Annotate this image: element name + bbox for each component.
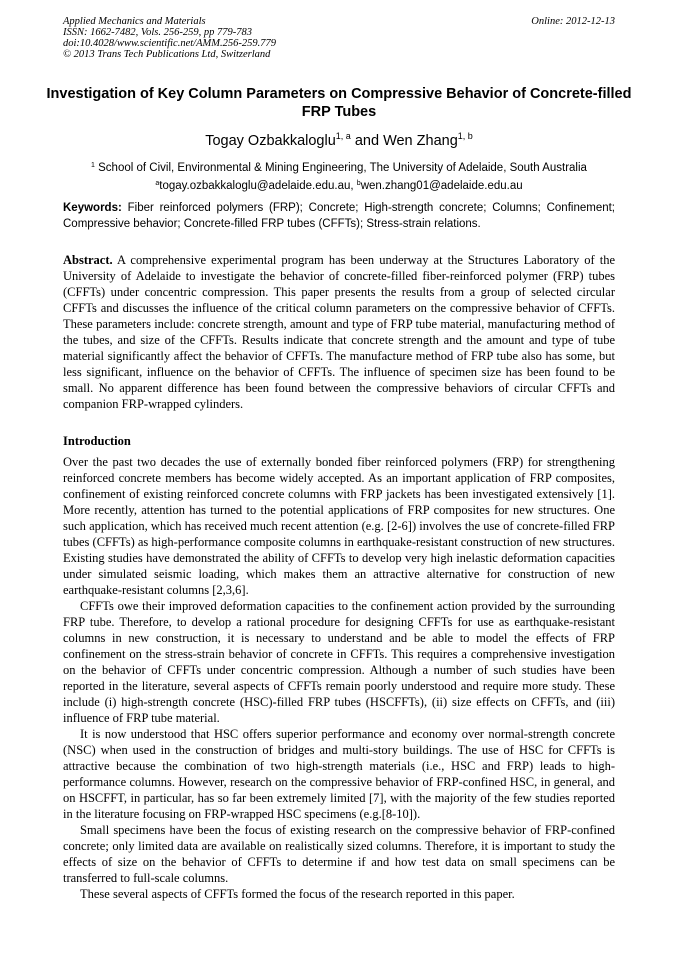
affiliation: [40, 158, 638, 194]
paragraph: It is now understood that HSC offers superior performance and economy over normal-strength concrete (NSC) when used in the construction of bridges and multi-story buildings. The use of HSC for CFFTs is attractive because the combination of two high-strength materials (i.e., HSC and FRP) leads to high-performance columns. However, research on the compressive behavior of FRP-confined HSC, in general, and on HSCFFT, in particular, has so far been extremely limited [7], with the majority of the few studies reported in the literature focusing on FRP-wrapped HSC specimens (e.g.[8-10]).: [63, 727, 615, 821]
email-address: wen.zhang01@adelaide.edu.au: [360, 180, 523, 192]
introduction-body: [63, 454, 615, 902]
keywords-text: Fiber reinforced polymers (FRP); Concrete; High-strength concrete; Columns; Confinement; Compressive behavior; Concrete-filled FRP tubes (CFFTs); Stress-strain relations.: [63, 202, 615, 230]
affiliation-text: School of Civil, Environmental & Mining Engineering, The University of Adelaide, South Australia: [98, 162, 587, 174]
email-line: [40, 176, 638, 194]
paragraph: Small specimens have been the focus of existing research on the compressive behavior of FRP-confined concrete; only limited data are available on realistically sized columns. Therefore, it is important to study the effects of size on the behavior of CFFTs to determine if and how test data on small specimens can be transferred to full-scale columns.: [63, 823, 615, 885]
email-address: togay.ozbakkaloglu@adelaide.edu.au,: [159, 180, 354, 192]
author-name: Wen Zhang: [383, 133, 458, 149]
author-conjunction: and: [354, 133, 380, 149]
abstract-label: Abstract.: [63, 253, 113, 267]
author-superscript: 1, b: [457, 131, 473, 141]
paragraph: Over the past two decades the use of externally bonded fiber reinforced polymers (FRP) for strengthening reinforced concrete members has become widely accepted. As an important application of FRP composites, confinement of existing reinforced concrete columns with FRP jackets has been investigated extensively [1]. More recently, attention has turned to the potential applications of FRP composites for new structures. One such application, which has received much recent attention (e.g. [2-6]) involves the use of concrete-filled FRP tubes (CFFTs) as high-performance composite columns in earthquake-resistant construction of new structures. Existing studies have demonstrated the ability of CFFTs to develop very high inelastic deformation capacities under simulated seismic loading, which makes them an attractive alternative for construction of new earthquake-resistant columns [2,3,6].: [63, 455, 615, 597]
journal-header: [63, 16, 615, 60]
paragraph: These several aspects of CFFTs formed the focus of the research reported in this paper.: [80, 887, 515, 901]
keywords-block: [63, 200, 615, 232]
email-superscript: a: [155, 180, 160, 187]
affiliation-line: [40, 158, 638, 176]
paragraph: CFFTs owe their improved deformation capacities to the confinement action provided by the surrounding FRP tube. Therefore, to develop a rational procedure for designing CFFTs for use as earthquake-resistant columns in new construction, it is necessary to understand and be able to model the effects of FRP confinement on the stress-strain behavior of concrete in CFFTs. This requires a comprehensive investigation on the behavior of CFFTs under concentric compression. Although a number of such studies have been reported in the literature, several aspects of CFFTs remain poorly understood and require more study. These include (i) high-strength concrete (HSC)-filled FRP tubes (HSCFFTs), (ii) size effects on CFFTs, and (iii) influence of FRP tube material.: [63, 599, 615, 725]
journal-copyright: © 2013 Trans Tech Publications Ltd, Switzerland: [63, 49, 271, 60]
keywords-label: Keywords:: [63, 202, 122, 214]
online-date: Online: 2012-12-13: [531, 16, 615, 27]
author-line: [0, 131, 678, 149]
paper-title: Investigation of Key Column Parameters on Compressive Behavior of Concrete-filled FRP Tubes: [46, 86, 632, 120]
abstract-text: A comprehensive experimental program has been underway at the Structures Laboratory of the University of Adelaide to investigate the behavior of concrete-filled fiber-reinforced polymer (FRP) tubes (CFFTs) under concentric compression. This paper presents the results from a group of selected circular CFFTs and discusses the influence of the critical column parameters on the compressive behavior of CFFTs. These parameters include: concrete strength, amount and type of FRP tube material, manufacturing method of the tubes, and size of the CFFTs. Results indicate that concrete strength and the amount and type of tube material significantly affect the behavior of CFFTs. The manufacture method of FRP tube also has some, but less significant, influence on the behavior of CFFTs. The influence of specimen size has been found to be small. No apparent difference has been found between the compressive behaviors of circular CFFTs and companion FRP-wrapped cylinders.: [63, 253, 615, 411]
journal-doi: doi:10.4028/www.scientific.net/AMM.256-259.779: [63, 38, 276, 49]
affiliation-superscript: 1: [91, 162, 95, 169]
author-name: Togay Ozbakkaloglu: [205, 133, 336, 149]
section-heading: Introduction: [63, 434, 131, 448]
abstract-block: [63, 252, 615, 412]
email-superscript: b: [356, 180, 361, 187]
journal-name: Applied Mechanics and Materials: [63, 16, 206, 27]
author-superscript: 1, a: [335, 131, 351, 141]
journal-issn: ISSN: 1662-7482, Vols. 256-259, pp 779-783: [63, 27, 252, 38]
